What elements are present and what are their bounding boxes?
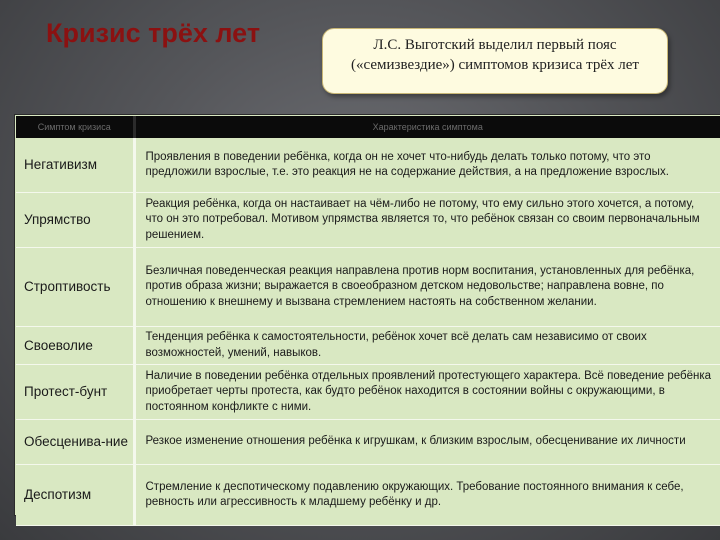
symptom-cell: Деспотизм [16, 465, 134, 526]
symptom-cell: Протест-бунт [16, 365, 134, 420]
table-row [16, 248, 720, 327]
header-symptom: Симптом кризиса [16, 116, 134, 138]
table-row [16, 138, 720, 193]
page-title: Кризис трёх лет [46, 18, 261, 48]
header-characteristic: Характеристика симптома [134, 116, 720, 138]
description-cell: Резкое изменение отношения ребёнка к игрушкам, к близким взрослым, обесценивание их личности [134, 420, 720, 465]
description-cell: Реакция ребёнка, когда он настаивает на чём-либо не потому, что ему сильно этого хочется, а потому, что он это потребовал. Мотивом упрямства является то, что ребёнок связан со своим первоначальным решением. [134, 193, 720, 248]
symptom-cell: Строптивость [16, 248, 134, 327]
symptom-cell: Своеволие [16, 327, 134, 365]
symptom-cell: Обесценива-ние [16, 420, 134, 465]
description-cell: Стремление к деспотическому подавлению окружающих. Требование постоянного внимания к себе, ревность или агрессивность к младшему ребёнку и др. [134, 465, 720, 526]
symptom-cell: Упрямство [16, 193, 134, 248]
table-row [16, 420, 720, 465]
table-row [16, 193, 720, 248]
description-cell: Проявления в поведении ребёнка, когда он не хочет что-нибудь делать только потому, что это предложили взрослые, т.е. это реакция не на содержание действия, а на предложение взрослых. [134, 138, 720, 193]
symptoms-table [16, 116, 720, 526]
symptom-cell: Негативизм [16, 138, 134, 193]
description-cell: Тенденция ребёнка к самостоятельности, ребёнок хочет всё делать сам независимо от своих возможностей, умений, навыков. [134, 327, 720, 365]
table-header-row [16, 116, 720, 138]
description-cell: Наличие в поведении ребёнка отдельных проявлений протестующего характера. Всё поведение ребёнка приобретает черты протеста, как будто ребёнок находится в состоянии войны с окружающими, в постоянном конфликте с ними. [134, 365, 720, 420]
vygotsky-callout: Л.С. Выготский выделил первый пояс («семизвездие») симптомов кризиса трёх лет [322, 28, 668, 94]
table-row [16, 465, 720, 526]
table-row [16, 365, 720, 420]
description-cell: Безличная поведенческая реакция направлена против норм воспитания, установленных для ребёнка, против образа жизни; выражается в своеобразном детском недовольстве; направлена вовне, по отношению к внешнему и вызвана стремлением настоять на собственном желании. [134, 248, 720, 327]
table-row [16, 327, 720, 365]
